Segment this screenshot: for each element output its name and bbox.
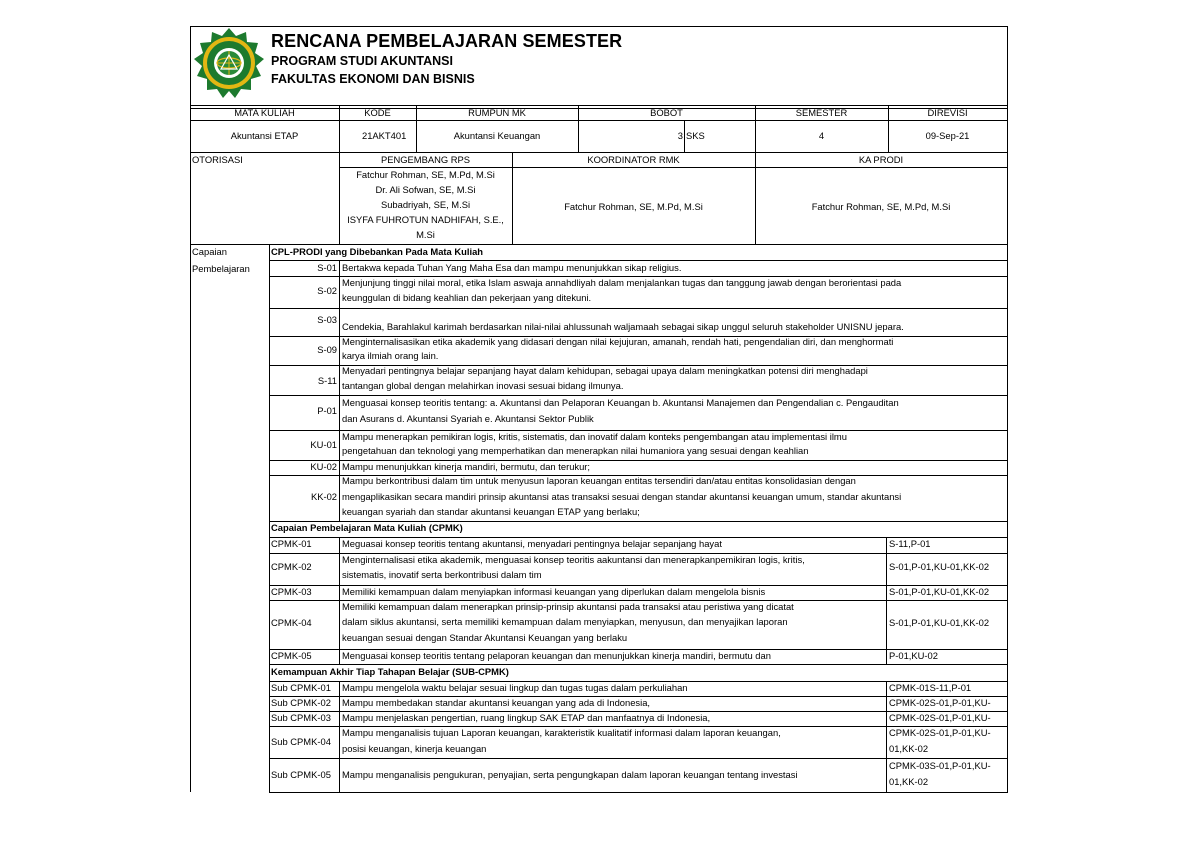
pengembang-name: Subadriyah, SE, M.Si xyxy=(380,199,471,210)
pengembang-label: PENGEMBANG RPS xyxy=(380,154,471,165)
cpmk-text-line: keuangan sesuai dengan Standar Akuntansi Keuangan yang berlaku xyxy=(342,632,628,643)
cpmk-text-line: Memiliki kemampuan dalam menerapkan prinsip-prinsip akuntansi pada transaksi atau peristiwa yang dicatat xyxy=(342,601,794,612)
cpmk-text-line: sistematis, inovatif serta berkontribusi dalam tim xyxy=(342,569,542,580)
info-header-rumpun: RUMPUN MK xyxy=(468,107,526,118)
sub-cpmk-text-line: Mampu mengelola waktu belajar sesuai lingkup dan tugas tugas dalam perkuliahan xyxy=(342,682,688,693)
grid-line xyxy=(512,152,513,244)
cpl-text-line: Mampu berkontribusi dalam tim untuk menyusun laporan keuangan entitas tersendiri dan/atau entitas konsolidasian dengan xyxy=(342,475,856,486)
cpl-code: S-11 xyxy=(317,375,337,386)
cpl-text-line: Bertakwa kepada Tuhan Yang Maha Esa dan mampu menunjukkan sikap religius. xyxy=(342,262,682,273)
grid-line xyxy=(269,308,1008,309)
koordinator-name: Fatchur Rohman, SE, M.Pd, M.Si xyxy=(564,201,703,212)
cpl-text-line: keuangan syariah dan standar akuntansi keuangan ETAP yang berlaku; xyxy=(342,506,640,517)
info-bobot-unit: SKS xyxy=(686,130,705,141)
sub-cpmk-ref: CPMK-02S-01,P-01,KU- xyxy=(889,727,991,738)
grid-line xyxy=(190,105,1008,106)
grid-line xyxy=(190,152,1008,153)
cpl-code: S-01 xyxy=(317,262,337,273)
cpmk-text-line: Meguasai konsep teoritis tentang akuntansi, menyadari pentingnya belajar sepanjang hayat xyxy=(342,538,722,549)
sub-cpmk-text-line: Mampu menganalisis pengukuran, penyajian, serta pengungkapan dalam laporan keuangan tentang investasi xyxy=(342,769,798,780)
cpl-text-line: Menguasai konsep teoritis tentang: a. Akuntansi dan Pelaporan Keuangan b. Akuntansi Manajemen dan Pengendalian c. Pengauditan xyxy=(342,397,899,408)
cpl-text-line: pengetahuan dan teknologi yang memperhatikan dan menerapkan nilai humaniora yang sesuai dengan keahlian xyxy=(342,445,809,456)
sub-cpmk-text-line: Mampu menganalisis tujuan Laporan keuangan, karakteristik kualitatif informasi dalam laporan keuangan, xyxy=(342,727,781,738)
kaprodi-name: Fatchur Rohman, SE, M.Pd, M.Si xyxy=(811,201,951,212)
koordinator-label: KOORDINATOR RMK xyxy=(587,154,680,165)
cpmk-header: Capaian Pembelajaran Mata Kuliah (CPMK) xyxy=(271,522,463,533)
grid-line xyxy=(190,26,191,108)
sub-cpmk-code: Sub CPMK-04 xyxy=(271,736,331,747)
sub-cpmk-code: Sub CPMK-01 xyxy=(271,682,331,693)
cpl-text-line: Mampu menerapkan pemikiran logis, kritis, sistematis, dan inovatif dalam konteks pengembangan atau implementasi ilmu xyxy=(342,431,847,442)
info-header-semester: SEMESTER xyxy=(795,107,848,118)
grid-line xyxy=(269,244,270,792)
sub-cpmk-ref: CPMK-03S-01,P-01,KU- xyxy=(889,760,991,771)
sub-cpmk-text-line: Mampu membedakan standar akuntansi keuangan yang ada di Indonesia, xyxy=(342,697,651,708)
sub-cpmk-text-line: posisi keuangan, kinerja keuangan xyxy=(342,743,487,754)
cpmk-text-line: Menginternalisasi etika akademik, menguasai konsep teoritis aakuntansi dan menerapkanpemikiran logis, kritis, xyxy=(342,554,805,565)
grid-line xyxy=(269,664,1008,665)
grid-line xyxy=(190,152,191,792)
cpmk-code: CPMK-03 xyxy=(271,586,312,597)
grid-line xyxy=(339,167,1008,168)
capaian-label-1: Capaian xyxy=(192,246,227,257)
program-name: PROGRAM STUDI AKUNTANSI xyxy=(271,54,453,68)
cpmk-ref: S-01,P-01,KU-01,KK-02 xyxy=(889,617,990,628)
pengembang-name: ISYFA FUHROTUN NADHIFAH, S.E., xyxy=(347,214,504,225)
cpmk-text-line: Memiliki kemampuan dalam menyiapkan informasi keuangan yang diperlukan dalam mengelola bisnis xyxy=(342,586,766,597)
cpl-text-line: Menyadari pentingnya belajar sepanjang hayat dalam kehidupan, sebagai upaya dalam meningkatkan potensi diri menghadapi xyxy=(342,365,868,376)
cpl-code: S-02 xyxy=(317,285,337,296)
grid-line xyxy=(190,26,1008,27)
cpmk-code: CPMK-04 xyxy=(271,617,312,628)
info-direvisi: 09-Sep-21 xyxy=(925,130,970,141)
sub-cpmk-ref: 01,KK-02 xyxy=(889,776,929,787)
cpl-text-line: Menjunjung tinggi nilai moral, etika Islam aswaja annahdliyah dalam menjalankan tugas dan tanggung jawab dengan berorientasi pada xyxy=(342,277,902,288)
grid-line xyxy=(269,758,1008,759)
grid-line xyxy=(190,244,1008,245)
cpmk-ref: S-11,P-01 xyxy=(889,538,931,549)
cpl-code: KU-02 xyxy=(310,461,337,472)
info-semester: 4 xyxy=(818,130,825,141)
kaprodi-label: KA PRODI xyxy=(858,154,904,165)
cpl-code: KK-02 xyxy=(310,491,337,502)
cpl-header: CPL-PRODI yang Dibebankan Pada Mata Kuliah xyxy=(271,246,484,257)
cpl-text-line: Cendekia, Barahlakul karimah berdasarkan nilai-nilai ahlussunah waljamaah sebagai sikap unggul seluruh stakeholder UNISNU jepara. xyxy=(342,321,904,332)
info-mata-kuliah: Akuntansi ETAP xyxy=(230,130,299,141)
sub-cpmk-code: Sub CPMK-02 xyxy=(271,697,331,708)
cpl-code: KU-01 xyxy=(310,439,337,450)
grid-line xyxy=(339,681,340,792)
grid-line xyxy=(1007,105,1008,152)
cpl-code: P-01 xyxy=(317,405,337,416)
sub-cpmk-code: Sub CPMK-03 xyxy=(271,712,331,723)
document-title: RENCANA PEMBELAJARAN SEMESTER xyxy=(271,31,623,51)
cpl-text-line: Menginternalisasikan etika akademik yang didasari dengan nilai kejujuran, amanah, rendah hati, pengendalian diri, dan menghormati xyxy=(342,336,894,347)
university-seal-icon xyxy=(191,27,267,99)
grid-line xyxy=(269,395,1008,396)
grid-line xyxy=(886,681,887,792)
cpmk-text-line: Menguasai konsep teoritis tentang pelaporan keuangan dan menunjukkan kinerja mandiri, bermutu dan xyxy=(342,650,771,661)
pengembang-name: M.Si xyxy=(416,229,435,240)
cpl-text-line: keunggulan di bidang keahlian dan pekerjaan yang ditekuni. xyxy=(342,292,592,303)
cpl-text-line: karya ilmiah orang lain. xyxy=(342,350,439,361)
grid-line xyxy=(190,120,1008,121)
capaian-label-2: Pembelajaran xyxy=(192,263,250,274)
sub-cpmk-ref: 01,KK-02 xyxy=(889,743,929,754)
cpl-code: S-03 xyxy=(317,314,337,325)
info-bobot-num: 3 xyxy=(677,130,683,141)
info-header-bobot: BOBOT xyxy=(650,107,683,118)
cpl-text-line: Mampu menunjukkan kinerja mandiri, bermutu, dan terukur; xyxy=(342,461,591,472)
grid-line xyxy=(755,152,756,244)
cpmk-ref: S-01,P-01,KU-01,KK-02 xyxy=(889,586,990,597)
sub-cpmk-header: Kemampuan Akhir Tiap Tahapan Belajar (SUB-CPMK) xyxy=(271,666,509,677)
info-rumpun: Akuntansi Keuangan xyxy=(453,130,541,141)
cpmk-code: CPMK-02 xyxy=(271,561,312,572)
info-header-direvisi: DIREVISI xyxy=(927,107,968,118)
info-header-mata_kuliah: MATA KULIAH xyxy=(234,107,295,118)
sub-cpmk-text-line: Mampu menjelaskan pengertian, ruang lingkup SAK ETAP dan manfaatnya di Indonesia, xyxy=(342,712,711,723)
cpmk-ref: P-01,KU-02 xyxy=(889,650,938,661)
pengembang-name: Dr. Ali Sofwan, SE, M.Si xyxy=(375,184,476,195)
grid-line xyxy=(339,260,340,521)
sub-cpmk-ref: CPMK-02S-01,P-01,KU- xyxy=(889,697,991,708)
sub-cpmk-code: Sub CPMK-05 xyxy=(271,769,331,780)
info-header-kode: KODE xyxy=(364,107,391,118)
cpmk-ref: S-01,P-01,KU-01,KK-02 xyxy=(889,561,990,572)
cpmk-code: CPMK-05 xyxy=(271,650,312,661)
cpl-text-line: tantangan global dengan melahirkan inovasi sesuai bidang ilmunya. xyxy=(342,380,624,391)
cpl-text-line: mengaplikasikan secara mandiri prinsip akuntansi atas transaksi sesuai dengan standar akuntansi keuangan umum, standar akuntansi xyxy=(342,491,902,502)
sub-cpmk-ref: CPMK-02S-01,P-01,KU- xyxy=(889,712,991,723)
faculty-name: FAKULTAS EKONOMI DAN BISNIS xyxy=(271,72,475,86)
grid-line xyxy=(269,260,1008,261)
pengembang-name: Fatchur Rohman, SE, M.Pd, M.Si xyxy=(356,169,495,180)
otorisasi-label: OTORISASI xyxy=(192,154,243,165)
grid-line xyxy=(684,120,685,152)
cpmk-code: CPMK-01 xyxy=(271,538,312,549)
info-kode: 21AKT401 xyxy=(362,130,407,141)
sub-cpmk-ref: CPMK-01S-11,P-01 xyxy=(889,682,972,693)
grid-line xyxy=(269,792,1008,793)
cpl-text-line: dan Asurans d. Akuntansi Syariah e. Akuntansi Sektor Publik xyxy=(342,413,594,424)
cpmk-text-line: dalam siklus akuntansi, serta memiliki kemampuan dalam menyiapkan, menyusun, dan menyajikan laporan xyxy=(342,616,788,627)
cpl-code: S-09 xyxy=(317,344,337,355)
